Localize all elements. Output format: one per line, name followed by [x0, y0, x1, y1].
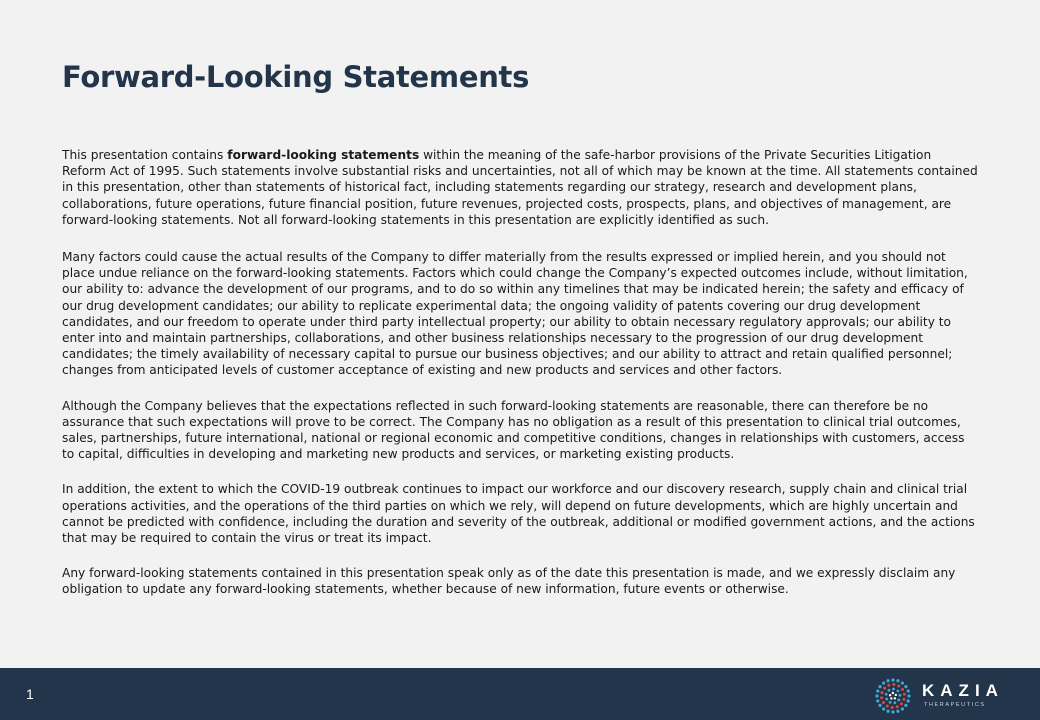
logo-dot [878, 685, 881, 688]
logo-wordmark: KAZIA [922, 681, 1004, 700]
paragraph-intro-bold: forward-looking statements [227, 148, 420, 162]
logo-dot [885, 698, 888, 701]
logo-dot [897, 690, 900, 693]
logo-dot [907, 694, 910, 697]
logo-dot [900, 702, 903, 705]
logo-dot [886, 704, 889, 707]
kazia-logo [874, 677, 1014, 713]
paragraph-risk-factors: Many factors could cause the actual results of the Company to differ materially from the results expressed or implied herein, and you should not place undue reliance on the forward-looking statements. Factors which could change the Company’s expected outcomes include, without limitation, our ability to: advance the development of our programs, and to do so within any timelines that may be indicated herein; the safety and efficacy of our drug development candidates; our ability to replicate experimental data; the ongoing validity of patents covering our drug development candidates, and our freedom to operate under third party intellectual property; our ability to obtain necessary regulatory approvals; our ability to enter into and maintain partnerships, collaborations, and other business relationships necessary to the progression of our drug development candidates; the timely availability of necessary capital to pursue our business objectives; and our ability to attract and retain qualified personnel; changes from anticipated levels of customer acceptance of existing and new products and services and other factors. [62, 250, 968, 378]
logo-dot [907, 699, 910, 702]
logo-dot [886, 710, 889, 713]
paragraph-intro-start: This presentation contains [62, 148, 228, 162]
logo-dot [886, 679, 889, 682]
logo-dot [888, 689, 891, 692]
logo-dot [895, 694, 897, 696]
logo-dot [901, 681, 904, 684]
kazia-dotted-circle-logo-icon [874, 677, 912, 715]
logo-dot [889, 694, 891, 696]
logo-dot [880, 696, 883, 699]
logo-dot [891, 710, 894, 713]
logo-dot [904, 704, 907, 707]
logo-dot [876, 699, 879, 702]
logo-dot [881, 691, 884, 694]
logo-dot [904, 685, 907, 688]
logo-dot [901, 688, 904, 691]
logo-dot [892, 683, 895, 686]
logo-dot [889, 701, 892, 704]
logo-dot [896, 705, 899, 708]
logo-dot [876, 689, 879, 692]
logo-dot [878, 704, 881, 707]
logo-dot [883, 687, 886, 690]
paragraph-disclaimer: Any forward-looking statements contained in this presentation speak only as of the date this presentation is made, and we expressly disclaim any obligation to update any forward-looking statements, whether because of new information, future events or otherwise. [62, 566, 956, 597]
logo-dot [890, 697, 892, 699]
disclaimer-body [62, 147, 978, 617]
logo-dot [902, 698, 905, 701]
logo-tagline: THERAPEUTICS [924, 702, 986, 708]
logo-dot [899, 694, 902, 697]
page-title: Forward-Looking Statements [62, 60, 530, 94]
logo-dot [896, 710, 899, 713]
logo-dot [893, 701, 896, 704]
logo-dot [907, 689, 910, 692]
paragraph-intro-end: within the meaning of the safe-harbor provisions of the Private Securities Litigation Reform Act of 1995. Such statements involve substantial risks and uncertainties, not all of which may be known at the time. All statements contained in this presentation, other than statements of historical fact, including statements regarding our strategy, research and development plans, collaborations, future operations, future financial position, future revenues, projected costs, prospects, plans, and objectives of management, are forward-looking statements. Not all forward-looking statements in this presentation are explicitly identified as such. [62, 148, 978, 227]
logo-dot [882, 701, 885, 704]
footer-bar [0, 668, 1040, 720]
logo-dot [897, 699, 900, 702]
paragraph-intro [62, 147, 978, 228]
logo-dot [885, 693, 888, 696]
paragraph-covid: In addition, the extent to which the COVID-19 outbreak continues to impact our workforce and our discovery research, supply chain and clinical trial operations activities, and the operations of the third parties on which we rely, will depend on future developments, which are highly uncertain and cannot be predicted with confidence, including the duration and severity of the outbreak, additional or modified government actions, and the actions that may be required to contain the virus or treat its impact. [62, 482, 975, 546]
logo-dot [891, 678, 894, 681]
logo-dot [901, 707, 904, 710]
page-number: 1 [26, 686, 34, 702]
logo-dot [875, 694, 878, 697]
logo-dot [903, 693, 906, 696]
paragraph-expectations: Although the Company believes that the expectations reflected in such forward-looking statements are reasonable, there can therefore be no assurance that such expectations will prove to be correct. The Company has no obligation as a result of this presentation to clinical trial outcomes, sales, partnerships, future international, national or regional economic and competitive conditions, changes in relationships with customers, access to capital, difficulties in developing and marketing new products and services, or marketing existing products. [62, 398, 965, 462]
logo-dot [887, 684, 890, 687]
logo-dot [894, 697, 896, 699]
logo-dot [896, 679, 899, 682]
logo-dot [891, 706, 894, 709]
logo-dot [892, 688, 895, 691]
logo-dot [892, 692, 894, 694]
logo-dot [882, 681, 885, 684]
logo-dot [897, 685, 900, 688]
logo-dot [882, 707, 885, 710]
